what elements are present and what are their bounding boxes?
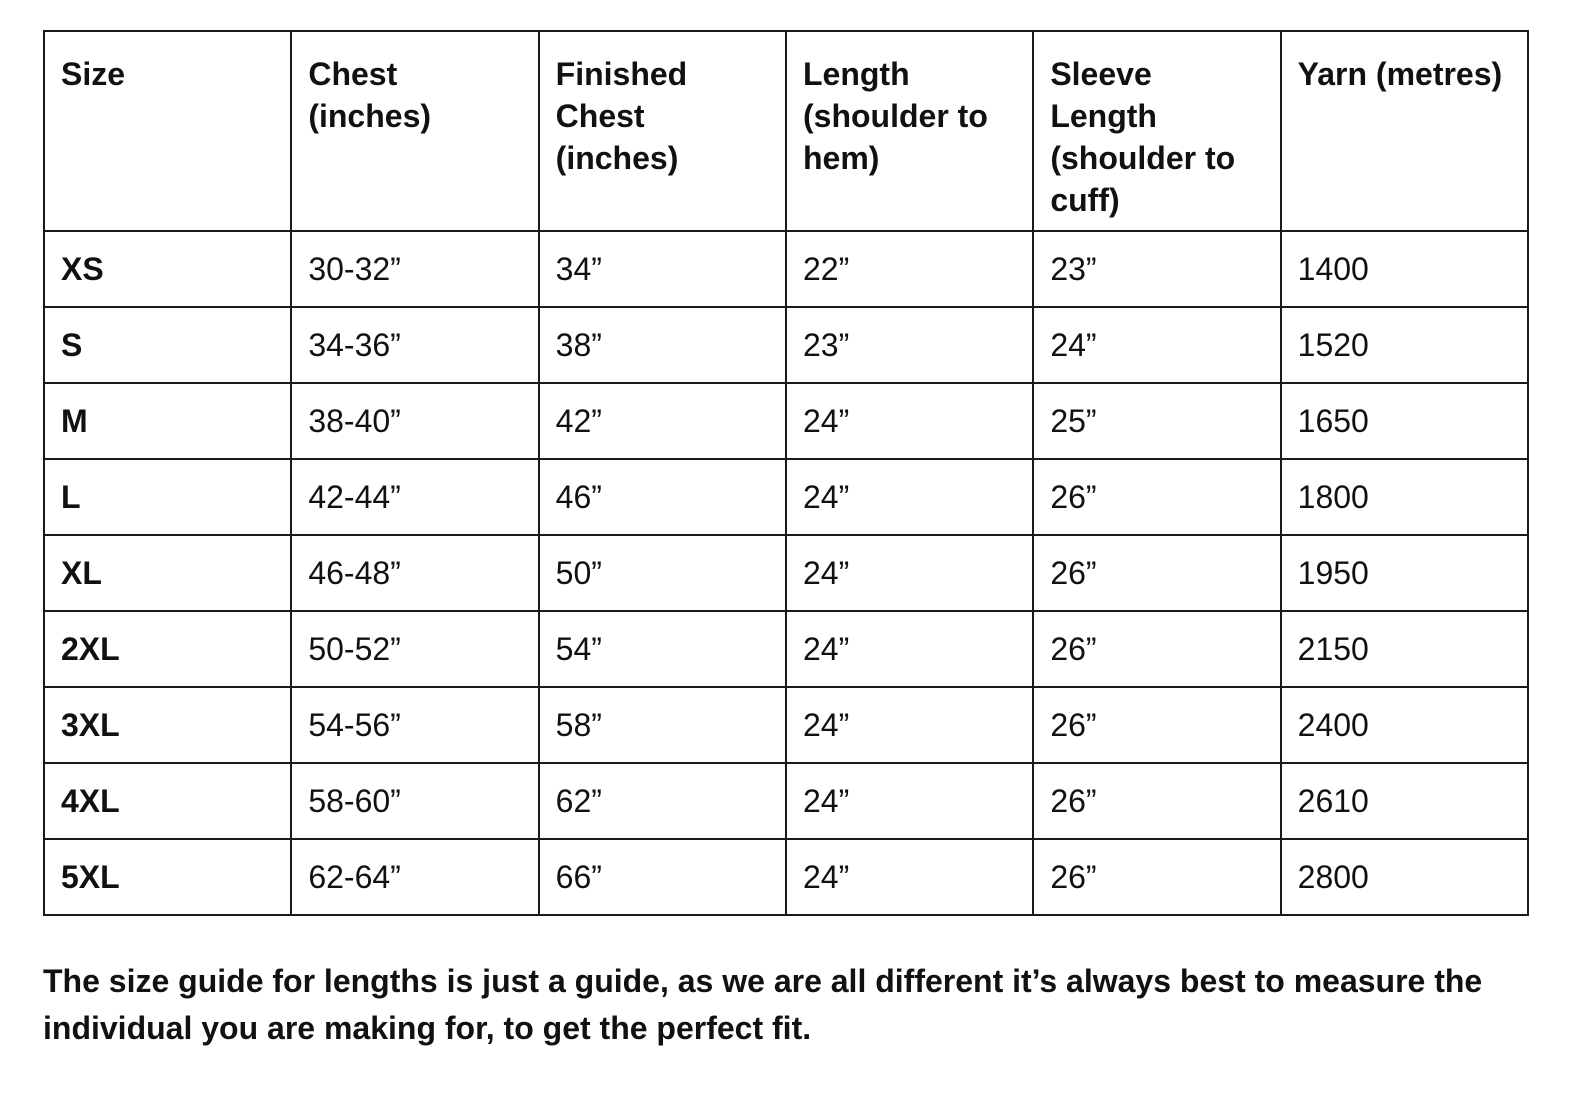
- table-header: [44, 31, 1528, 231]
- header-size: Size: [44, 31, 291, 231]
- cell-size: 3XL: [44, 687, 291, 763]
- cell-yarn: 1400: [1281, 231, 1528, 307]
- cell-finished-chest: 62”: [539, 763, 786, 839]
- cell-chest: 50-52”: [291, 611, 538, 687]
- cell-yarn: 1520: [1281, 307, 1528, 383]
- table-row: [44, 687, 1528, 763]
- cell-yarn: 1650: [1281, 383, 1528, 459]
- cell-yarn: 2400: [1281, 687, 1528, 763]
- cell-chest: 62-64”: [291, 839, 538, 915]
- cell-yarn: 2800: [1281, 839, 1528, 915]
- cell-size: 4XL: [44, 763, 291, 839]
- table-body: [44, 231, 1528, 915]
- cell-length: 23”: [786, 307, 1033, 383]
- size-chart-table: [43, 30, 1529, 916]
- cell-finished-chest: 34”: [539, 231, 786, 307]
- table-row: [44, 231, 1528, 307]
- cell-sleeve-length: 26”: [1033, 535, 1280, 611]
- cell-finished-chest: 38”: [539, 307, 786, 383]
- cell-finished-chest: 50”: [539, 535, 786, 611]
- cell-finished-chest: 66”: [539, 839, 786, 915]
- size-guide-note: The size guide for lengths is just a guide, as we are all different it’s always best to measure the individual you are making for, to get the perfect fit.: [43, 963, 1483, 1046]
- cell-length: 22”: [786, 231, 1033, 307]
- cell-size: M: [44, 383, 291, 459]
- cell-sleeve-length: 26”: [1033, 839, 1280, 915]
- table-row: [44, 839, 1528, 915]
- cell-size: L: [44, 459, 291, 535]
- cell-chest: 42-44”: [291, 459, 538, 535]
- cell-length: 24”: [786, 535, 1033, 611]
- cell-size: XS: [44, 231, 291, 307]
- cell-chest: 38-40”: [291, 383, 538, 459]
- table-row: [44, 535, 1528, 611]
- cell-sleeve-length: 26”: [1033, 763, 1280, 839]
- cell-sleeve-length: 26”: [1033, 687, 1280, 763]
- header-finished-chest: Finished Chest (inches): [539, 31, 786, 231]
- cell-length: 24”: [786, 611, 1033, 687]
- cell-yarn: 1950: [1281, 535, 1528, 611]
- cell-chest: 58-60”: [291, 763, 538, 839]
- table-row: [44, 611, 1528, 687]
- cell-sleeve-length: 24”: [1033, 307, 1280, 383]
- cell-yarn: 1800: [1281, 459, 1528, 535]
- cell-sleeve-length: 26”: [1033, 611, 1280, 687]
- header-length: Length (shoulder to hem): [786, 31, 1033, 231]
- cell-size: 2XL: [44, 611, 291, 687]
- cell-finished-chest: 58”: [539, 687, 786, 763]
- cell-yarn: 2150: [1281, 611, 1528, 687]
- cell-length: 24”: [786, 383, 1033, 459]
- header-sleeve-length: Sleeve Length (shoulder to cuff): [1033, 31, 1280, 231]
- table-row: [44, 307, 1528, 383]
- cell-finished-chest: 54”: [539, 611, 786, 687]
- cell-chest: 54-56”: [291, 687, 538, 763]
- table-row: [44, 763, 1528, 839]
- cell-length: 24”: [786, 459, 1033, 535]
- cell-size: 5XL: [44, 839, 291, 915]
- cell-sleeve-length: 23”: [1033, 231, 1280, 307]
- cell-finished-chest: 42”: [539, 383, 786, 459]
- cell-size: S: [44, 307, 291, 383]
- cell-sleeve-length: 25”: [1033, 383, 1280, 459]
- cell-finished-chest: 46”: [539, 459, 786, 535]
- cell-sleeve-length: 26”: [1033, 459, 1280, 535]
- header-chest: Chest (inches): [291, 31, 538, 231]
- table-row: [44, 459, 1528, 535]
- cell-chest: 46-48”: [291, 535, 538, 611]
- header-row: [44, 31, 1528, 231]
- cell-length: 24”: [786, 839, 1033, 915]
- cell-chest: 30-32”: [291, 231, 538, 307]
- cell-yarn: 2610: [1281, 763, 1528, 839]
- cell-length: 24”: [786, 687, 1033, 763]
- table-row: [44, 383, 1528, 459]
- cell-chest: 34-36”: [291, 307, 538, 383]
- cell-length: 24”: [786, 763, 1033, 839]
- cell-size: XL: [44, 535, 291, 611]
- header-yarn: Yarn (metres): [1281, 31, 1528, 231]
